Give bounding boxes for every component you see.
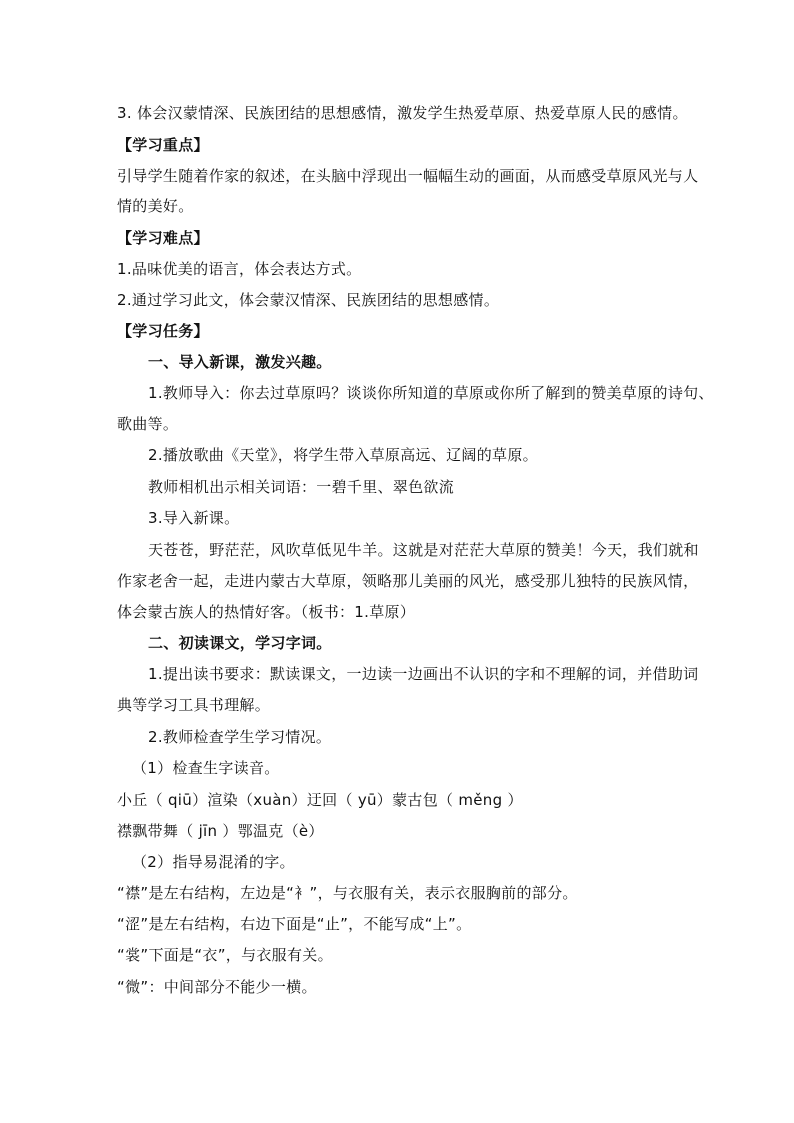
task-1-step-1-line-2: 歌曲等。 bbox=[117, 415, 179, 433]
task-1-step-3: 3.导入新课。 bbox=[148, 509, 240, 527]
task-1-vocab: 教师相机出示相关词语：一碧千里、翠色欲流 bbox=[148, 478, 455, 496]
section-heading-difficulties: 【学习难点】 bbox=[117, 229, 209, 247]
task-2-step-2: 2.教师检查学生学习情况。 bbox=[148, 728, 332, 746]
intro-paragraph-line-1: 天苍苍，野茫茫，风吹草低见牛羊。这就是对茫茫大草原的赞美！今天，我们就和 bbox=[148, 541, 699, 559]
task-2-step-1-line-2: 典等学习工具书理解。 bbox=[117, 696, 271, 714]
task-heading-1: 一、导入新课，激发兴趣。 bbox=[148, 353, 332, 371]
pinyin-line-2: 襟飘带舞（ jīn ）鄂温克（è） bbox=[117, 822, 324, 840]
task-1-step-1-line-1: 1.教师导入：你去过草原吗？谈谈你所知道的草原或你所了解到的赞美草原的诗句、 bbox=[148, 384, 714, 402]
char-note-se: “涩”是左右结构，右边下面是“止”，不能写成“上”。 bbox=[117, 915, 472, 933]
section-heading-key-points: 【学习重点】 bbox=[117, 136, 209, 154]
task-heading-2: 二、初读课文，学习字词。 bbox=[148, 634, 332, 652]
task-1-step-2: 2.播放歌曲《天堂》，将学生带入草原高远、辽阔的草原。 bbox=[148, 446, 538, 464]
subitem-2-heading: （2）指导易混淆的字。 bbox=[132, 853, 295, 871]
task-2-step-1-line-1: 1.提出读书要求：默读课文，一边读一边画出不认识的字和不理解的词，并借助词 bbox=[148, 665, 699, 683]
difficulty-2: 2.通过学习此文，体会蒙汉情深、民族团结的思想感情。 bbox=[117, 291, 500, 309]
char-note-wei: “微”：中间部分不能少一横。 bbox=[117, 978, 317, 996]
intro-paragraph-line-3: 体会蒙古族人的热情好客。（板书：1.草原） bbox=[117, 603, 416, 621]
char-note-jin: “襟”是左右结构，左边是“衤”，与衣服有关，表示衣服胸前的部分。 bbox=[117, 884, 578, 902]
char-note-shang: “裳”下面是“衣”，与衣服有关。 bbox=[117, 946, 333, 964]
section-heading-tasks: 【学习任务】 bbox=[117, 322, 209, 340]
key-points-line-2: 情的美好。 bbox=[117, 197, 194, 215]
subitem-1-heading: （1）检查生字读音。 bbox=[132, 759, 280, 777]
difficulty-1: 1.品味优美的语言，体会表达方式。 bbox=[117, 260, 362, 278]
intro-paragraph-line-2: 作家老舍一起，走进内蒙古大草原，领略那儿美丽的风光，感受那儿独特的民族风情， bbox=[117, 572, 699, 590]
pinyin-line-1: 小丘（ qiū）渲染（xuàn）迂回（ yū）蒙古包（ měng ） bbox=[117, 791, 523, 809]
objective-3-line: 3. 体会汉蒙情深、民族团结的思想感情，激发学生热爱草原、热爱草原人民的感情。 bbox=[117, 104, 688, 122]
key-points-line-1: 引导学生随着作家的叙述，在头脑中浮现出一幅幅生动的画面，从而感受草原风光与人 bbox=[117, 167, 699, 185]
